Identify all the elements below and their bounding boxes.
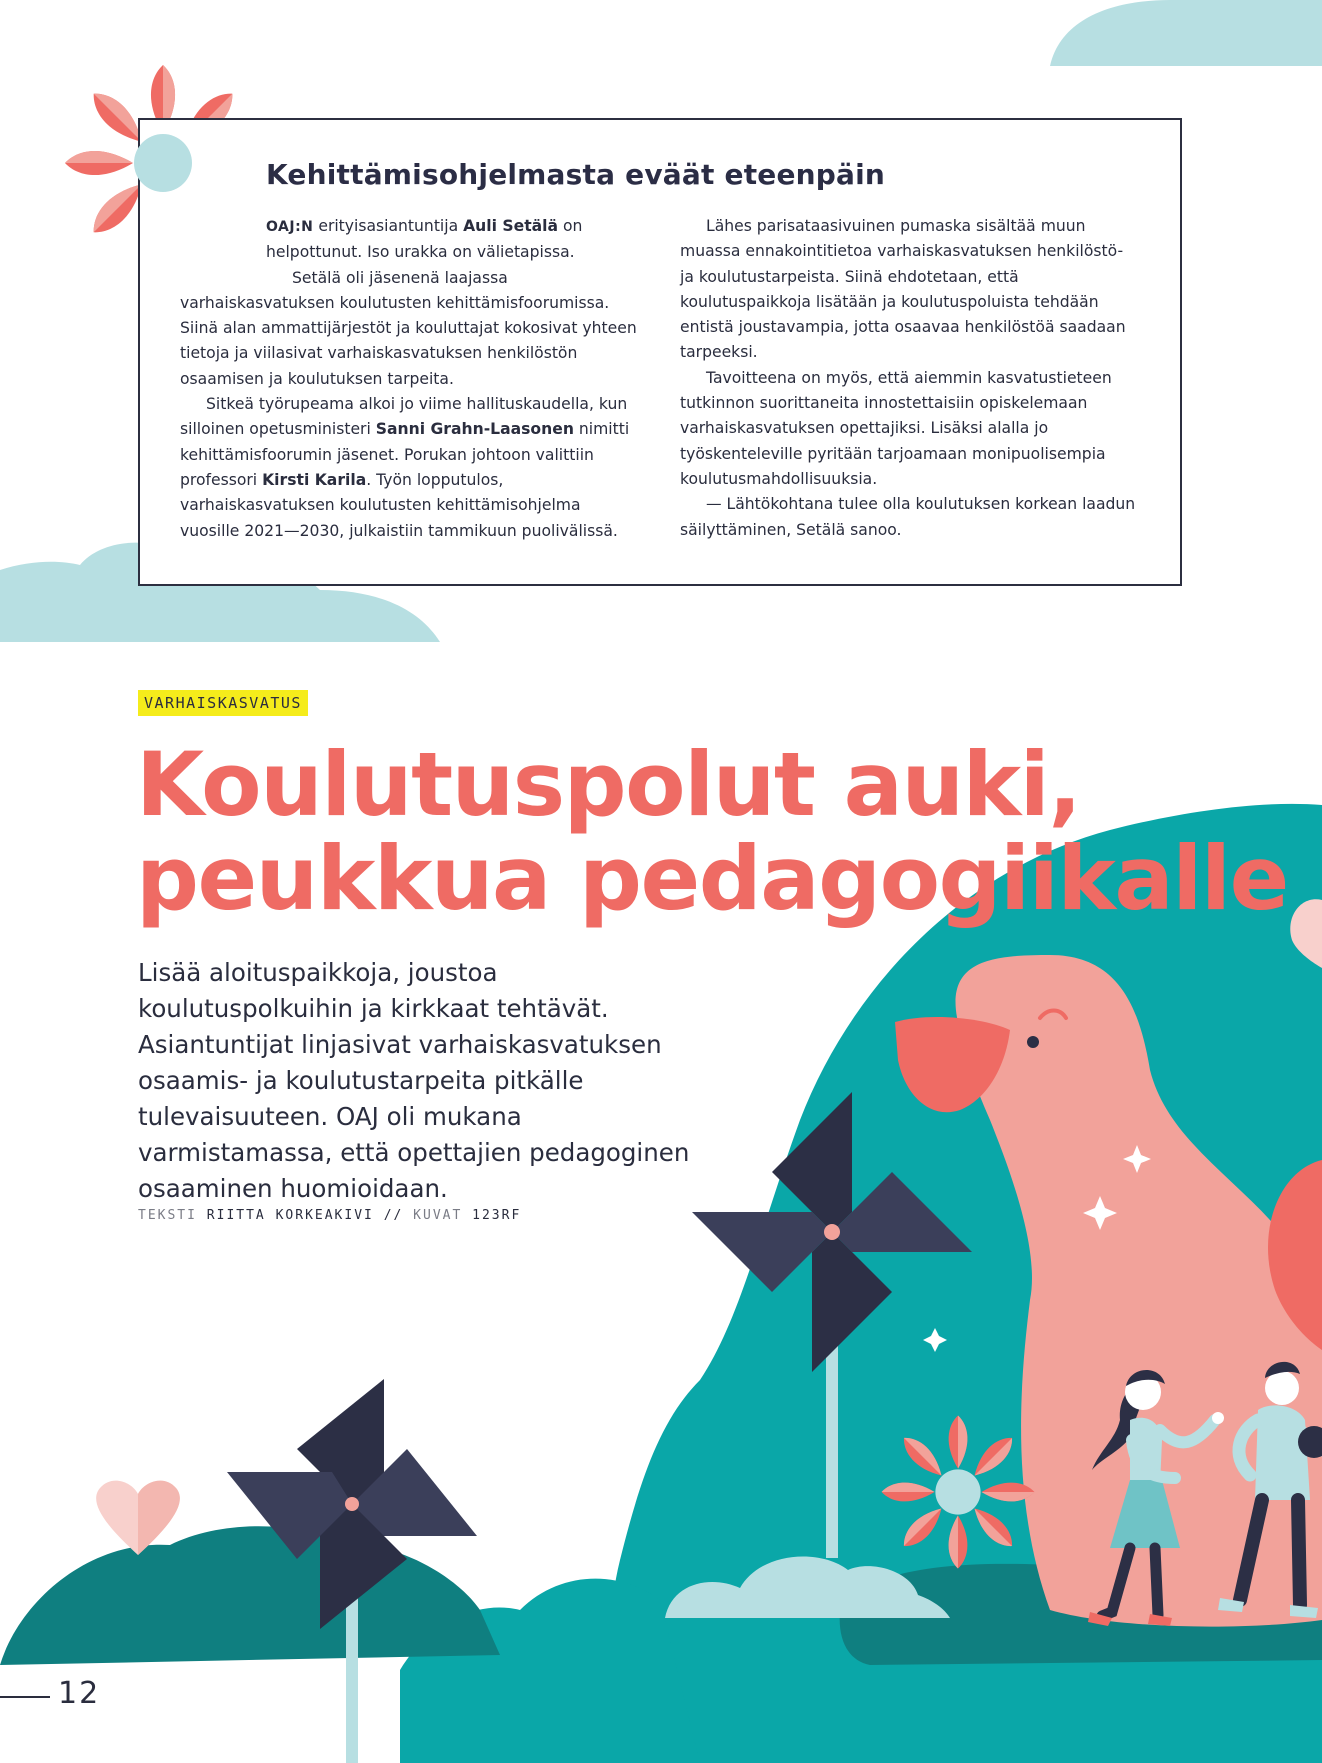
info-box-title: Kehittämisohjelmasta eväät eteenpäin (266, 158, 886, 191)
info-box-paragraph: — Lähtökohtana tulee olla koulutuksen korkean laadun säilyttäminen, Setälä sanoo. (680, 495, 1136, 539)
flower-center (134, 134, 192, 192)
credits (138, 1208, 521, 1223)
person-name: Kirsti Karila (262, 470, 367, 489)
info-box-paragraph: OAJ:N erityisasiantuntija Auli Setälä on helpottunut. Iso urakka on välietapissa. (266, 217, 583, 262)
flower-bottom (882, 1416, 1035, 1569)
page-number-value: 12 (58, 1676, 101, 1711)
section-tag: VARHAISKASVATUS (138, 690, 308, 716)
info-box-paragraph: Lähes parisataasivuinen pumaska sisältää muun muassa ennakointitietoa varhaiskasvatuksen henkilöstö- ja koulutustarpeista. Siinä ehdotetaan, että koulutuspaikkoja lisätään ja koulutuspoluista tehdään entistä joustavampia, jotta osaavaa henkilöstöä saadaan tarpeeksi. (680, 217, 1126, 362)
headline-line-2: peukkua pedagogiikalle (136, 827, 1288, 930)
credits-photo-label: KUVAT (413, 1208, 463, 1223)
headline (136, 733, 1316, 930)
lead-in: OAJ:N (266, 219, 314, 235)
ingress: Lisää aloituspaikkoja, joustoa koulutuspolkuihin ja kirkkaat tehtävät. Asiantuntijat linjasivat varhaiskasvatuksen osaamis- ja koulutustarpeita pitkälle tulevaisuuteen. OAJ oli mukana varmistamassa, että opettajien pedagoginen osaaminen huomioidaan. (138, 958, 690, 1203)
credits-separator: // (383, 1208, 404, 1223)
page-number-rule (0, 1696, 50, 1698)
headline-line-1: Koulutuspolut auki, (136, 733, 1081, 836)
person-name: Sanni Grahn-Laasonen (375, 420, 574, 439)
page-number (0, 1676, 110, 1716)
dark-hill-left (0, 1526, 500, 1665)
flower-center-overlay (0, 0, 1322, 400)
credits-author: RIITTA KORKEAKIVI (206, 1208, 374, 1223)
info-box-paragraph: Sitkeä työrupeama alkoi jo viime hallituskaudella, kun silloinen opetusministeri Sanni Grahn-Laasonen nimitti kehittämisfoorumin jäsenet. Porukan johtoon valittiin professori Kirsti Karila. Työn lopputulos, varhaiskasvatuksen koulutusten kehittämisohjelma vuosille 2021—2030, julkaistiin tammikuun puolivälissä. (180, 395, 630, 540)
heart-left (96, 1481, 180, 1555)
info-box-paragraph: Tavoitteena on myös, että aiemmin kasvatustieteen tutkinnon suorittaneita innostettaisiin opiskelemaan varhaiskasvatuksen opettajiksi. Lisäksi alalla jo työskenteleville pyritään tarjoamaan monipuolisempia koulutusmahdollisuuksia. (680, 368, 1112, 488)
credits-text-label: TEKSTI (138, 1208, 197, 1223)
info-box-paragraph: Setälä oli jäsenenä laajassa varhaiskasvatuksen koulutusten kehittämisfoorumissa. Siinä alan ammattijärjestöt ja kouluttajat kokosivat yhteen tietoja ja viilasivat varhaiskasvatuksen henkilöstön osaamisen ja koulutuksen tarpeita. (180, 268, 637, 388)
person-name: Auli Setälä (463, 217, 559, 235)
credits-photo-source: 123RF (472, 1208, 522, 1223)
